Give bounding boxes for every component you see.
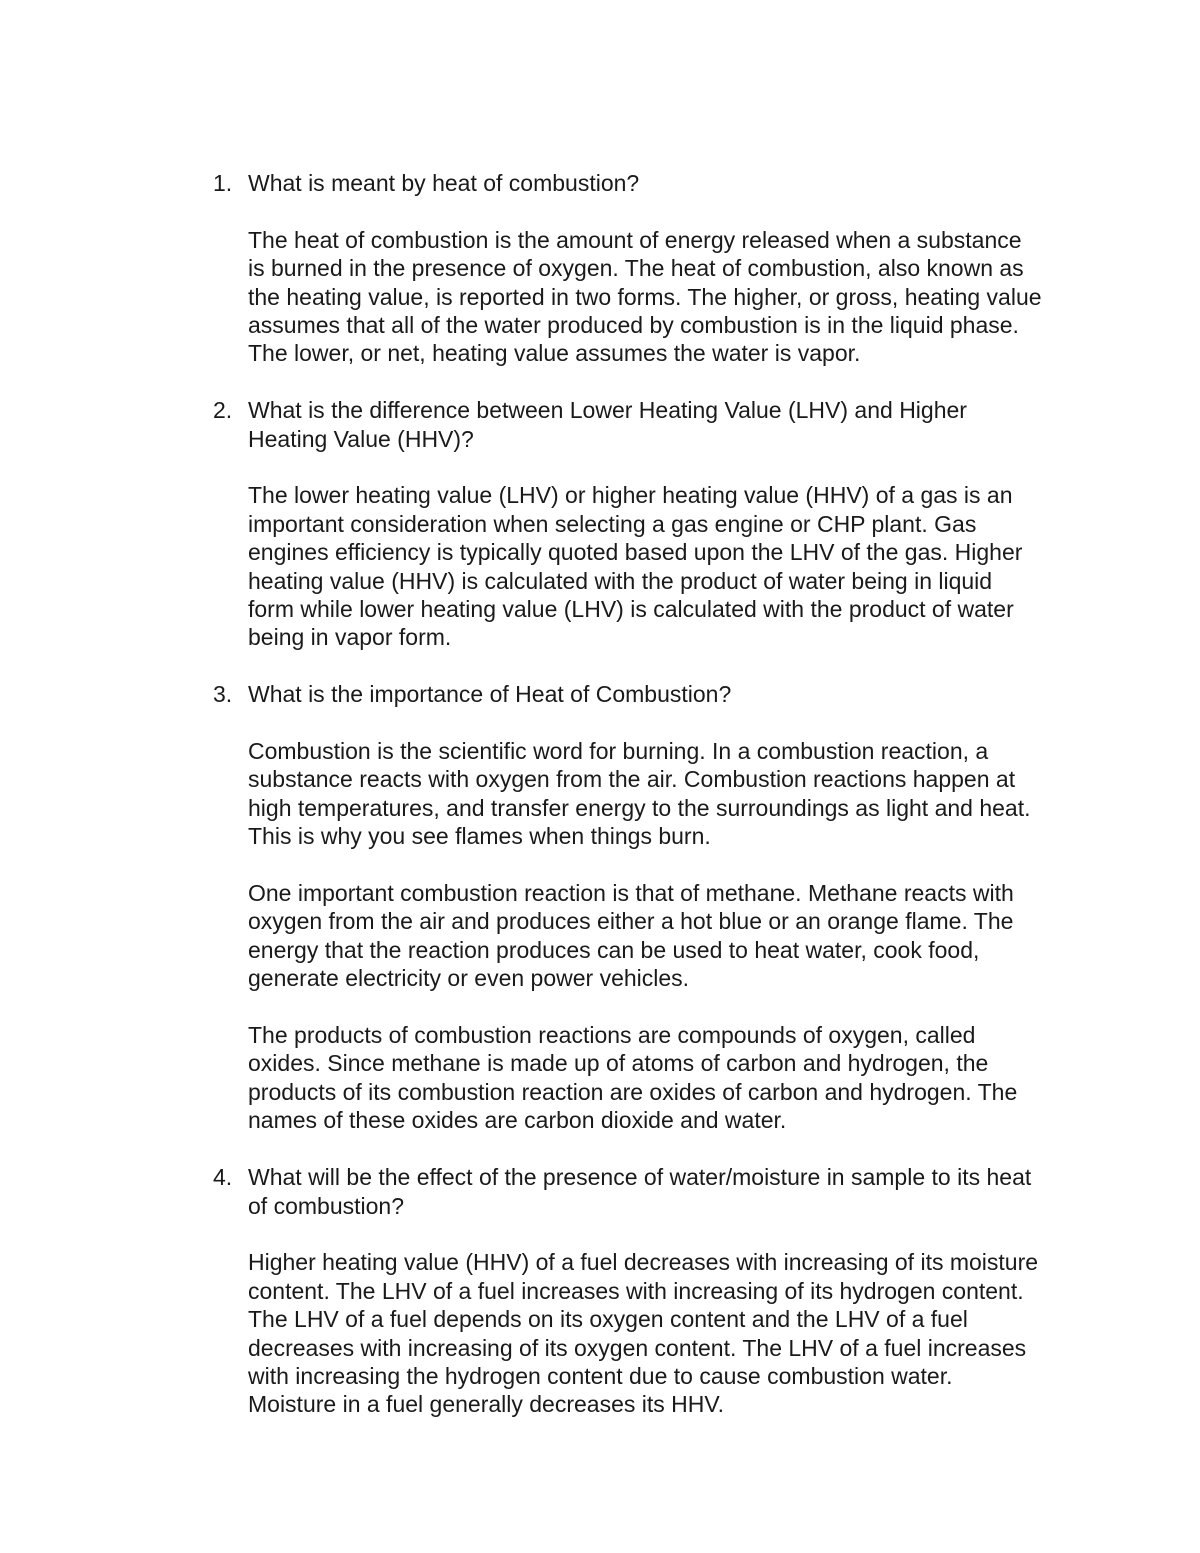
- question-item-4: [0, 1163, 1200, 1419]
- answer-paragraph: [248, 226, 1068, 368]
- answer-line: Higher heating value (HHV) of a fuel decreases with increasing of its moisture: [248, 1249, 1039, 1276]
- question-item-1: [0, 169, 1200, 368]
- answer-line: high temperatures, and transfer energy to the surroundings as light and heat.: [248, 794, 1031, 821]
- answer-line: form while lower heating value (LHV) is calculated with the product of water: [248, 596, 1014, 623]
- answer-line: content. The LHV of a fuel increases with increasing of its hydrogen content.: [248, 1277, 1024, 1304]
- answer-line: oxygen from the air and produces either a hot blue or an orange flame. The: [248, 908, 1014, 935]
- answer-line: with increasing the hydrogen content due to cause combustion water.: [248, 1362, 953, 1389]
- question-item-2: [0, 396, 1200, 652]
- question-line: What is the importance of Heat of Combustion?: [248, 681, 732, 708]
- answer-line: Combustion is the scientific word for burning. In a combustion reaction, a: [248, 738, 989, 765]
- answer-paragraph: [248, 481, 1068, 651]
- answer-line: One important combustion reaction is that of methane. Methane reacts with: [248, 880, 1014, 907]
- question-text: [248, 680, 1068, 708]
- answer-paragraph: [248, 737, 1068, 851]
- answer-line: heating value (HHV) is calculated with the product of water being in liquid: [248, 567, 993, 594]
- answer-line: generate electricity or even power vehicles.: [248, 965, 690, 992]
- answer-line: names of these oxides are carbon dioxide and water.: [248, 1107, 787, 1134]
- question-line: What is meant by heat of combustion?: [248, 170, 640, 196]
- question-text: [248, 169, 1068, 197]
- answer-line: oxides. Since methane is made up of atoms of carbon and hydrogen, the: [248, 1050, 989, 1077]
- answer-line: The heat of combustion is the amount of energy released when a substance: [248, 226, 1022, 253]
- answer-line: The lower heating value (LHV) or higher heating value (HHV) of a gas is an: [248, 482, 1013, 509]
- question-text: [248, 396, 1068, 453]
- answer-line: products of its combustion reaction are oxides of carbon and hydrogen. The: [248, 1078, 1018, 1105]
- question-line: What will be the effect of the presence of water/moisture in sample to its heat: [248, 1164, 1032, 1191]
- answer-line: decreases with increasing of its oxygen content. The LHV of a fuel increases: [248, 1334, 1027, 1361]
- question-item-3: [0, 680, 1200, 1134]
- question-number: 2.: [213, 397, 233, 424]
- answer-line: The LHV of a fuel depends on its oxygen content and the LHV of a fuel: [248, 1306, 968, 1333]
- question-number: 3.: [213, 681, 233, 708]
- answer-line: engines efficiency is typically quoted based upon the LHV of the gas. Higher: [248, 539, 1023, 566]
- question-line: of combustion?: [248, 1192, 404, 1219]
- answer-line: energy that the reaction produces can be used to heat water, cook food,: [248, 936, 980, 963]
- answer-line: assumes that all of the water produced by combustion is in the liquid phase.: [248, 312, 1019, 339]
- answer-line: is burned in the presence of oxygen. The heat of combustion, also known as: [248, 255, 1024, 282]
- question-text: [248, 1163, 1068, 1220]
- answer-line: Moisture in a fuel generally decreases its HHV.: [248, 1391, 724, 1418]
- answer-line: the heating value, is reported in two forms. The higher, or gross, heating value: [248, 283, 1042, 310]
- question-list: [0, 169, 1200, 1447]
- answer-paragraph: [248, 1021, 1068, 1135]
- answer-paragraph: [248, 1248, 1068, 1418]
- answer-line: being in vapor form.: [248, 624, 452, 651]
- question-number: 4.: [213, 1164, 233, 1191]
- question-line: Heating Value (HHV)?: [248, 425, 474, 452]
- answer-line: substance reacts with oxygen from the air. Combustion reactions happen at: [248, 766, 1016, 793]
- question-line: What is the difference between Lower Heating Value (LHV) and Higher: [248, 397, 967, 424]
- question-number: 1.: [213, 170, 233, 196]
- answer-line: The lower, or net, heating value assumes the water is vapor.: [248, 340, 861, 367]
- answer-paragraph: [248, 879, 1068, 993]
- answer-line: This is why you see flames when things burn.: [248, 823, 711, 850]
- answer-line: The products of combustion reactions are compounds of oxygen, called: [248, 1022, 976, 1049]
- answer-line: important consideration when selecting a gas engine or CHP plant. Gas: [248, 510, 977, 537]
